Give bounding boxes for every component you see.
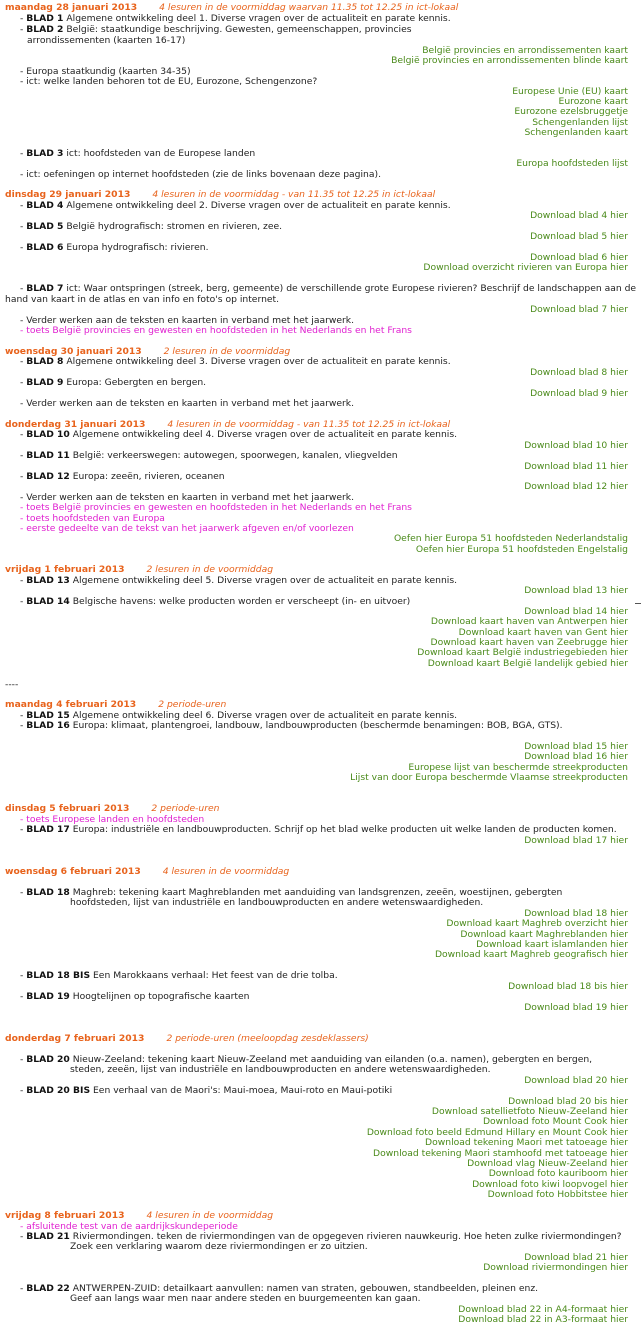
link[interactable]: Schengenlanden lijst [532, 117, 628, 128]
list-item: - BLAD 18 Maghreb: tekening kaart Maghreblanden met aanduiding van landsgrenzen, zeeën, woestijnen, gebergten [20, 887, 563, 898]
day-date: vrijdag 1 februari 2013 [5, 564, 125, 575]
link[interactable]: Download kaart haven van Zeebrugge hier [430, 637, 628, 648]
test-notice: - eerste gedeelte van de tekst van het jaarwerk afgeven en/of voorlezen [20, 523, 354, 534]
link[interactable]: Europese lijst van beschermde streekproducten [408, 762, 628, 773]
day-info: 2 periode-uren (meeloopdag zesdeklassers) [166, 1033, 369, 1044]
link[interactable]: Download blad 17 hier [524, 835, 628, 846]
list-item-continuation: arrondissementen (kaarten 16-17) [27, 35, 186, 46]
list-item: - BLAD 13 Algemene ontwikkeling deel 5. Diverse vragen over de actualiteit en parate kennis. [20, 575, 458, 586]
day-date: donderdag 31 januari 2013 [5, 419, 146, 430]
link[interactable]: Download kaart Maghreb geografisch hier [434, 949, 628, 960]
list-item-continuation: Geef aan langs waar men naar andere steden en buurgemeenten kan gaan. [70, 1293, 421, 1304]
list-item: - ict: oefeningen op internet hoofdsteden (zie de links bovenaan deze pagina). [20, 169, 382, 180]
list-item: - BLAD 6 Europa hydrografisch: rivieren. [20, 242, 209, 253]
link[interactable]: België provincies en arrondissementen blinde kaart [391, 55, 628, 66]
link[interactable]: Download blad 8 hier [530, 367, 628, 378]
day-heading [5, 803, 219, 814]
day-heading [5, 1033, 369, 1044]
list-item: - BLAD 7 ict: Waar ontspringen (streek, berg, gemeente) de verschillende grote Europese rivieren? Beschrijf de landschappen aan de [20, 283, 637, 294]
link[interactable]: Download blad 9 hier [530, 388, 628, 399]
day-info: 4 lesuren in de voormiddag - van 11.35 tot 12.25 in ict-lokaal [152, 189, 436, 200]
list-item: - BLAD 14 Belgische havens: welke producten worden er verscheept (in- en uitvoer) [20, 596, 411, 607]
test-notice: - toets België provincies en gewesten en hoofdsteden in het Nederlands en het Frans [20, 502, 412, 513]
list-item: - BLAD 10 Algemene ontwikkeling deel 4. Diverse vragen over de actualiteit en parate kennis. [20, 429, 458, 440]
link[interactable]: Download blad 18 bis hier [508, 981, 628, 992]
list-item: - Verder werken aan de teksten en kaarten in verband met het jaarwerk. [20, 398, 355, 409]
link[interactable]: Download tekening Maori met tatoeage hier [425, 1137, 628, 1148]
test-notice: - toets Europese landen en hoofdsteden [20, 814, 205, 825]
list-item: - BLAD 15 Algemene ontwikkeling deel 6. Diverse vragen over de actualiteit en parate kennis. [20, 710, 458, 721]
link[interactable]: Download kaart België industriegebieden hier [417, 647, 628, 658]
list-item: - BLAD 19 Hoogtelijnen op topografische kaarten [20, 991, 250, 1002]
scroll-indicator [635, 603, 641, 604]
link[interactable]: Download blad 5 hier [530, 231, 628, 242]
day-date: woensdag 30 januari 2013 [5, 346, 142, 357]
list-item: - BLAD 22 ANTWERPEN-ZUID: detailkaart aanvullen: namen van straten, gebouwen, standbeelden, pleinen enz. [20, 1283, 539, 1294]
list-item: - BLAD 1 Algemene ontwikkeling deel 1. Diverse vragen over de actualiteit en parate kennis. [20, 13, 451, 24]
day-info: 4 lesuren in de voormiddag waarvan 11.35 tot 12.25 in ict-lokaal [159, 2, 459, 13]
link[interactable]: Oefen hier Europa 51 hoofdsteden Engelstalig [415, 544, 628, 555]
link[interactable]: België provincies en arrondissementen kaart [422, 45, 628, 56]
link[interactable]: Download overzicht rivieren van Europa hier [423, 262, 628, 273]
link[interactable]: Download foto Hobbitstee hier [487, 1189, 628, 1200]
link[interactable]: Eurozone kaart [558, 96, 628, 107]
link[interactable]: Download blad 11 hier [524, 461, 628, 472]
list-item: - BLAD 20 BIS Een verhaal van de Maori's: Maui-moea, Maui-roto en Maui-potiki [20, 1085, 393, 1096]
link[interactable]: Download kaart Maghreblanden hier [460, 929, 628, 940]
list-item: - Verder werken aan de teksten en kaarten in verband met het jaarwerk. [20, 492, 355, 503]
day-date: vrijdag 8 februari 2013 [5, 1210, 125, 1221]
link[interactable]: Download blad 12 hier [524, 481, 628, 492]
day-info: 2 lesuren in de voormiddag [163, 346, 291, 357]
list-item: - BLAD 16 Europa: klimaat, plantengroei, landbouw, landbouwproducten (beschermde benamingen: BOB, BGA, GTS). [20, 720, 563, 731]
link[interactable]: Download blad 15 hier [524, 741, 628, 752]
link[interactable]: Oefen hier Europa 51 hoofdsteden Nederlandstalig [393, 533, 628, 544]
list-item: - Europa staatkundig (kaarten 34-35) [20, 66, 191, 77]
link[interactable]: Download blad 4 hier [530, 210, 628, 221]
link[interactable]: Download blad 10 hier [524, 440, 628, 451]
list-item: - BLAD 9 Europa: Gebergten en bergen. [20, 377, 207, 388]
list-item-continuation: Zoek een verklaring waarom deze riviermondingen er zo uitzien. [70, 1241, 368, 1252]
day-heading [5, 189, 435, 200]
day-info: 2 lesuren in de voormiddag [146, 564, 274, 575]
link[interactable]: Download blad 20 bis hier [508, 1096, 628, 1107]
link[interactable]: Download foto kiwi loopvogel hier [472, 1179, 628, 1190]
day-info: 2 periode-uren [151, 803, 220, 814]
test-notice: - afsluitende test van de aardrijkskundeperiode [20, 1221, 238, 1232]
list-item: - BLAD 4 Algemene ontwikkeling deel 2. Diverse vragen over de actualiteit en parate kennis. [20, 200, 451, 211]
link[interactable]: Download blad 18 hier [524, 908, 628, 919]
day-heading [5, 2, 458, 13]
link[interactable]: Download foto kauriboom hier [488, 1168, 628, 1179]
list-item: - ict: welke landen behoren tot de EU, Eurozone, Schengenzone? [20, 76, 318, 87]
link[interactable]: Download blad 7 hier [530, 304, 628, 315]
link[interactable]: Download blad 16 hier [524, 751, 628, 762]
list-item: - BLAD 8 Algemene ontwikkeling deel 3. Diverse vragen over de actualiteit en parate kennis. [20, 356, 451, 367]
list-item: - BLAD 20 Nieuw-Zeeland: tekening kaart Nieuw-Zeeland met aanduiding van eilanden (o.a. namen), gebergten en bergen, [20, 1054, 593, 1065]
link[interactable]: Eurozone ezelsbruggetje [514, 106, 628, 117]
list-item: - BLAD 2 België: staatkundige beschrijving. Gewesten, gemeenschappen, provincies [20, 24, 412, 35]
link[interactable]: Lijst van door Europa beschermde Vlaamse streekproducten [350, 772, 628, 783]
separator: ---- [5, 679, 19, 690]
link[interactable]: Schengenlanden kaart [524, 127, 628, 138]
list-item: - BLAD 18 BIS Een Marokkaans verhaal: Het feest van de drie tolba. [20, 970, 338, 981]
list-item-continuation: steden, zeeën, lijst van industriële en landbouwproducten en andere wetenswaardigheden. [70, 1064, 491, 1075]
list-item: - BLAD 11 België: verkeerswegen: autowegen, spoorwegen, kanalen, vliegvelden [20, 450, 398, 461]
link[interactable]: Download kaart haven van Antwerpen hier [430, 616, 628, 627]
day-heading [5, 866, 289, 877]
link[interactable]: Europa hoofdsteden lijst [516, 158, 628, 169]
link[interactable]: Download blad 19 hier [524, 1002, 628, 1013]
link[interactable]: Download blad 21 hier [524, 1252, 628, 1263]
list-item: - BLAD 12 Europa: zeeën, rivieren, oceanen [20, 471, 225, 482]
list-item: - BLAD 3 ict: hoofdsteden van de Europese landen [20, 148, 256, 159]
day-info: 4 lesuren in de voormiddag [146, 1210, 274, 1221]
day-heading [5, 564, 273, 575]
day-heading [5, 1210, 273, 1221]
day-info: 4 lesuren in de voormiddag [162, 866, 290, 877]
link[interactable]: Download kaart Maghreb overzicht hier [446, 918, 628, 929]
link[interactable]: Download blad 14 hier [524, 606, 628, 617]
link[interactable]: Europese Unie (EU) kaart [512, 86, 628, 97]
link[interactable]: Download vlag Nieuw-Zeeland hier [467, 1158, 628, 1169]
link[interactable]: Download kaart islamlanden hier [476, 939, 628, 950]
day-heading [5, 699, 226, 710]
link[interactable]: Download blad 22 in A4-formaat hier [458, 1304, 628, 1315]
link[interactable]: Download foto Mount Cook hier [482, 1116, 628, 1127]
day-info: 2 periode-uren [158, 699, 227, 710]
day-date: woensdag 6 februari 2013 [5, 866, 141, 877]
test-notice: - toets hoofdsteden van Europa [20, 513, 165, 524]
list-item: - Verder werken aan de teksten en kaarten in verband met het jaarwerk. [20, 315, 355, 326]
test-notice: - toets België provincies en gewesten en hoofdsteden in het Nederlands en het Frans [20, 325, 412, 336]
link[interactable]: Download kaart België landelijk gebied hier [427, 658, 628, 669]
day-date: donderdag 7 februari 2013 [5, 1033, 145, 1044]
list-item-continuation: hoofdsteden, lijst van industriële en landbouwproducten en andere wetenswaardigheden. [70, 897, 484, 908]
link[interactable]: Download blad 6 hier [530, 252, 628, 263]
list-item: - BLAD 17 Europa: industriële en landbouwproducten. Schrijf op het blad welke producten uit welke landen de producten komen. [20, 824, 617, 835]
day-date: dinsdag 29 januari 2013 [5, 189, 131, 200]
link[interactable]: Download blad 13 hier [524, 585, 628, 596]
link[interactable]: Download satellietfoto Nieuw-Zeeland hier [431, 1106, 628, 1117]
list-item-continuation: hand van kaart in de atlas en van info en foto's op internet. [5, 294, 280, 305]
list-item: - BLAD 21 Riviermondingen. teken de riviermondingen van de opgegeven rivieren nauwkeurig. Hoe heten zulke riviermondingen? [20, 1231, 622, 1242]
day-date: dinsdag 5 februari 2013 [5, 803, 130, 814]
link[interactable]: Download kaart haven van Gent hier [458, 627, 628, 638]
list-item: - BLAD 5 België hydrografisch: stromen en rivieren, zee. [20, 221, 283, 232]
link[interactable]: Download riviermondingen hier [483, 1262, 628, 1273]
link[interactable]: Download foto beeld Edmund Hillary en Mount Cook hier [366, 1127, 628, 1138]
day-date: maandag 28 januari 2013 [5, 2, 138, 13]
link[interactable]: Download tekening Maori stamhoofd met tatoeage hier [373, 1148, 628, 1159]
link[interactable]: Download blad 22 in A3-formaat hier [458, 1314, 628, 1325]
day-date: maandag 4 februari 2013 [5, 699, 137, 710]
link[interactable]: Download blad 20 hier [524, 1075, 628, 1086]
day-info: 4 lesuren in de voormiddag - van 11.35 tot 12.25 in ict-lokaal [167, 419, 451, 430]
